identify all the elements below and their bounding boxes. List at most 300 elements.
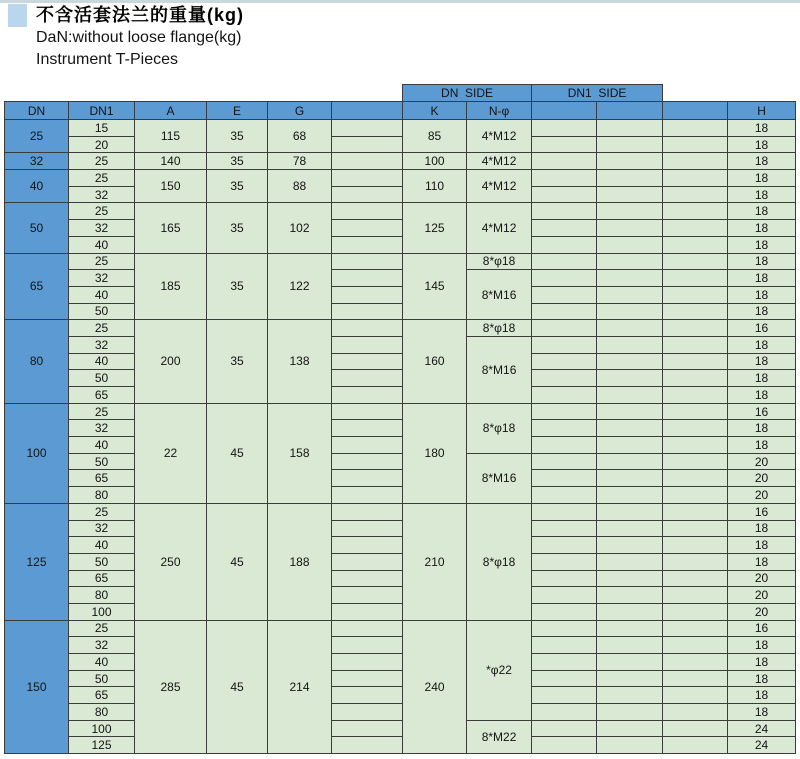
cell-h: 18 [728, 220, 796, 237]
band-dn-side: DN SIDE [403, 85, 532, 102]
cell-blank [663, 353, 728, 370]
cell-blank [332, 704, 403, 721]
cell-blank [332, 120, 403, 137]
table-row [5, 153, 796, 170]
cell-blank [663, 170, 728, 187]
cell-blank [663, 587, 728, 604]
cell-h: 18 [728, 553, 796, 570]
cell-dn: 80 [5, 320, 69, 403]
cell-blank [332, 520, 403, 537]
cell-blank [597, 620, 663, 637]
cell-k: 145 [403, 253, 467, 320]
cell-g: 68 [268, 120, 332, 153]
cell-dn1: 40 [69, 654, 135, 671]
cell-blank [663, 603, 728, 620]
cell-blank [332, 720, 403, 737]
cell-blank [532, 620, 597, 637]
cell-blank [597, 687, 663, 704]
cell-blank [597, 737, 663, 754]
cell-dn1: 32 [69, 520, 135, 537]
cell-blank [663, 737, 728, 754]
cell-h: 18 [728, 370, 796, 387]
table-row [5, 687, 796, 704]
cell-blank [332, 503, 403, 520]
cell-a: 150 [135, 170, 207, 203]
col-header-dn1: DN1 [69, 102, 135, 120]
cell-dn1: 50 [69, 303, 135, 320]
cell-blank [597, 704, 663, 721]
cell-blank [532, 320, 597, 337]
cell-blank [597, 303, 663, 320]
cell-blank [663, 403, 728, 420]
cell-blank [597, 503, 663, 520]
cell-blank [332, 387, 403, 404]
cell-blank [663, 570, 728, 587]
cell-h: 16 [728, 403, 796, 420]
cell-n-phi: 4*M12 [467, 120, 532, 153]
cell-blank [332, 453, 403, 470]
cell-h: 16 [728, 620, 796, 637]
cell-dn1: 65 [69, 687, 135, 704]
col-header-blank [332, 102, 403, 120]
cell-dn1: 65 [69, 570, 135, 587]
cell-blank [332, 170, 403, 187]
band-spacer-left [5, 85, 403, 102]
cell-blank [663, 387, 728, 404]
cell-h: 24 [728, 720, 796, 737]
cell-h: 18 [728, 270, 796, 287]
table-row [5, 420, 796, 437]
cell-blank [597, 186, 663, 203]
cell-blank [532, 186, 597, 203]
cell-blank [532, 570, 597, 587]
cell-dn1: 20 [69, 136, 135, 153]
cell-blank [532, 637, 597, 654]
cell-blank [332, 253, 403, 270]
cell-h: 18 [728, 520, 796, 537]
cell-blank [532, 203, 597, 220]
cell-blank [663, 720, 728, 737]
cell-blank [663, 503, 728, 520]
cell-blank [663, 704, 728, 721]
cell-g: 214 [268, 620, 332, 754]
cell-blank [532, 537, 597, 554]
cell-e: 35 [207, 170, 268, 203]
cell-h: 18 [728, 670, 796, 687]
table-row [5, 320, 796, 337]
cell-blank [532, 603, 597, 620]
title-text-column [36, 4, 244, 71]
cell-blank [663, 437, 728, 454]
cell-blank [597, 637, 663, 654]
cell-blank [332, 270, 403, 287]
table-row [5, 487, 796, 504]
cell-h: 20 [728, 570, 796, 587]
cell-dn1: 50 [69, 453, 135, 470]
cell-blank [332, 136, 403, 153]
cell-blank [532, 737, 597, 754]
cell-g: 138 [268, 320, 332, 403]
cell-blank [663, 270, 728, 287]
cell-h: 18 [728, 253, 796, 270]
cell-n-phi: 8*M16 [467, 453, 532, 503]
cell-h: 18 [728, 437, 796, 454]
cell-e: 35 [207, 203, 268, 253]
cell-a: 250 [135, 503, 207, 620]
cell-blank [597, 670, 663, 687]
col-header-blank [663, 102, 728, 120]
cell-blank [532, 403, 597, 420]
cell-blank [332, 587, 403, 604]
cell-h: 18 [728, 353, 796, 370]
cell-blank [597, 253, 663, 270]
cell-h: 24 [728, 737, 796, 754]
cell-blank [663, 620, 728, 637]
cell-h: 18 [728, 236, 796, 253]
cell-dn: 150 [5, 620, 69, 754]
cell-h: 20 [728, 470, 796, 487]
cell-e: 45 [207, 620, 268, 754]
cell-blank [597, 153, 663, 170]
cell-blank [532, 420, 597, 437]
cell-dn1: 40 [69, 437, 135, 454]
cell-dn1: 40 [69, 353, 135, 370]
cell-dn: 100 [5, 403, 69, 503]
cell-blank [532, 286, 597, 303]
cell-blank [532, 253, 597, 270]
cell-dn1: 80 [69, 704, 135, 721]
table-row [5, 737, 796, 754]
title-block [8, 4, 244, 71]
cell-blank [663, 487, 728, 504]
cell-dn1: 100 [69, 720, 135, 737]
cell-h: 18 [728, 637, 796, 654]
page-title: 不含活套法兰的重量(kg) [36, 5, 244, 25]
cell-blank [663, 537, 728, 554]
cell-dn1: 15 [69, 120, 135, 137]
cell-blank [663, 470, 728, 487]
cell-dn1: 32 [69, 220, 135, 237]
table-row [5, 670, 796, 687]
cell-n-phi: 4*M12 [467, 203, 532, 253]
cell-n-phi: 8*φ18 [467, 403, 532, 453]
cell-blank [663, 654, 728, 671]
cell-blank [597, 236, 663, 253]
cell-blank [332, 654, 403, 671]
cell-blank [532, 353, 597, 370]
cell-blank [597, 720, 663, 737]
cell-blank [663, 253, 728, 270]
cell-e: 35 [207, 120, 268, 153]
cell-h: 20 [728, 453, 796, 470]
cell-dn1: 80 [69, 587, 135, 604]
cell-g: 102 [268, 203, 332, 253]
cell-blank [597, 453, 663, 470]
cell-k: 180 [403, 403, 467, 503]
col-header-n-: N-φ [467, 102, 532, 120]
cell-g: 158 [268, 403, 332, 503]
cell-blank [532, 170, 597, 187]
cell-dn1: 80 [69, 487, 135, 504]
cell-e: 45 [207, 403, 268, 503]
cell-h: 18 [728, 170, 796, 187]
cell-blank [532, 520, 597, 537]
cell-blank [597, 353, 663, 370]
cell-dn1: 40 [69, 236, 135, 253]
cell-e: 35 [207, 320, 268, 403]
cell-blank [597, 520, 663, 537]
cell-blank [332, 186, 403, 203]
cell-blank [597, 320, 663, 337]
cell-blank [532, 120, 597, 137]
cell-blank [532, 470, 597, 487]
cell-h: 18 [728, 336, 796, 353]
cell-blank [332, 403, 403, 420]
cell-dn1: 50 [69, 670, 135, 687]
cell-a: 140 [135, 153, 207, 170]
cell-blank [663, 553, 728, 570]
cell-blank [663, 670, 728, 687]
cell-k: 210 [403, 503, 467, 620]
cell-blank [663, 370, 728, 387]
cell-blank [332, 487, 403, 504]
col-header-k: K [403, 102, 467, 120]
cell-dn1: 25 [69, 253, 135, 270]
cell-h: 20 [728, 487, 796, 504]
cell-dn1: 32 [69, 336, 135, 353]
cell-dn1: 25 [69, 170, 135, 187]
cell-blank [332, 620, 403, 637]
cell-blank [532, 303, 597, 320]
cell-blank [597, 570, 663, 587]
subtitle-dan: DaN:without loose flange(kg) [36, 29, 242, 46]
table-row [5, 603, 796, 620]
cell-blank [597, 537, 663, 554]
cell-blank [663, 286, 728, 303]
table-row [5, 270, 796, 287]
cell-blank [532, 720, 597, 737]
cell-blank [663, 637, 728, 654]
cell-k: 85 [403, 120, 467, 153]
cell-blank [532, 587, 597, 604]
cell-blank [663, 153, 728, 170]
cell-blank [597, 136, 663, 153]
cell-blank [532, 654, 597, 671]
col-header-g: G [268, 102, 332, 120]
cell-n-phi: 8*M16 [467, 270, 532, 320]
cell-dn1: 125 [69, 737, 135, 754]
cell-blank [332, 286, 403, 303]
cell-blank [332, 203, 403, 220]
cell-blank [597, 286, 663, 303]
title-bullet-square [8, 4, 27, 27]
col-header-blank [597, 102, 663, 120]
cell-h: 18 [728, 303, 796, 320]
cell-blank [663, 303, 728, 320]
cell-blank [597, 120, 663, 137]
table-row [5, 587, 796, 604]
cell-h: 18 [728, 153, 796, 170]
table-row [5, 303, 796, 320]
cell-a: 185 [135, 253, 207, 320]
cell-k: 240 [403, 620, 467, 754]
cell-blank [332, 470, 403, 487]
cell-n-phi: 8*φ18 [467, 253, 532, 270]
table-row [5, 654, 796, 671]
cell-dn1: 32 [69, 637, 135, 654]
cell-blank [663, 520, 728, 537]
cell-a: 285 [135, 620, 207, 754]
table-row [5, 403, 796, 420]
cell-blank [332, 537, 403, 554]
cell-blank [332, 353, 403, 370]
cell-dn1: 50 [69, 370, 135, 387]
cell-blank [532, 553, 597, 570]
cell-h: 16 [728, 320, 796, 337]
table-row [5, 720, 796, 737]
cell-h: 18 [728, 286, 796, 303]
table-row [5, 704, 796, 721]
subtitle-instrument: Instrument T-Pieces [36, 51, 178, 68]
page-top-strip [0, 0, 800, 3]
table-row [5, 553, 796, 570]
cell-a: 200 [135, 320, 207, 403]
cell-blank [532, 453, 597, 470]
cell-dn: 50 [5, 203, 69, 253]
cell-blank [663, 420, 728, 437]
cell-blank [597, 420, 663, 437]
cell-n-phi: 4*M12 [467, 170, 532, 203]
table-row [5, 620, 796, 637]
cell-blank [332, 153, 403, 170]
cell-blank [597, 387, 663, 404]
cell-blank [532, 704, 597, 721]
column-header-row [5, 102, 796, 120]
table-row [5, 120, 796, 137]
cell-blank [663, 320, 728, 337]
cell-dn1: 25 [69, 620, 135, 637]
cell-blank [597, 170, 663, 187]
cell-g: 88 [268, 170, 332, 203]
table-row [5, 370, 796, 387]
table-row [5, 186, 796, 203]
table-row [5, 220, 796, 237]
cell-h: 18 [728, 687, 796, 704]
cell-blank [332, 336, 403, 353]
cell-dn: 125 [5, 503, 69, 620]
cell-blank [532, 387, 597, 404]
cell-blank [532, 336, 597, 353]
band-row [5, 85, 796, 102]
cell-g: 188 [268, 503, 332, 620]
cell-blank [597, 487, 663, 504]
cell-dn1: 25 [69, 403, 135, 420]
cell-a: 115 [135, 120, 207, 153]
cell-blank [663, 186, 728, 203]
cell-blank [597, 437, 663, 454]
cell-dn: 65 [5, 253, 69, 320]
cell-blank [532, 503, 597, 520]
cell-blank [663, 336, 728, 353]
cell-dn1: 50 [69, 553, 135, 570]
band-spacer-right [663, 85, 796, 102]
cell-blank [332, 553, 403, 570]
cell-blank [332, 637, 403, 654]
cell-blank [597, 220, 663, 237]
table-row [5, 520, 796, 537]
cell-dn1: 25 [69, 203, 135, 220]
cell-dn1: 40 [69, 537, 135, 554]
table-row [5, 170, 796, 187]
cell-g: 122 [268, 253, 332, 320]
cell-n-phi: 8*φ18 [467, 503, 532, 620]
cell-h: 20 [728, 603, 796, 620]
cell-blank [597, 587, 663, 604]
cell-h: 18 [728, 654, 796, 671]
table-row [5, 253, 796, 270]
cell-blank [663, 453, 728, 470]
cell-blank [597, 370, 663, 387]
table-row [5, 136, 796, 153]
table-row [5, 537, 796, 554]
cell-dn1: 32 [69, 420, 135, 437]
cell-dn1: 25 [69, 153, 135, 170]
col-header-a: A [135, 102, 207, 120]
cell-e: 45 [207, 503, 268, 620]
cell-h: 18 [728, 420, 796, 437]
col-header-dn: DN [5, 102, 69, 120]
table-row [5, 286, 796, 303]
cell-blank [597, 553, 663, 570]
cell-dn1: 65 [69, 387, 135, 404]
cell-blank [332, 420, 403, 437]
cell-k: 160 [403, 320, 467, 403]
cell-dn1: 32 [69, 270, 135, 287]
cell-blank [597, 336, 663, 353]
cell-blank [532, 370, 597, 387]
cell-k: 125 [403, 203, 467, 253]
cell-dn1: 100 [69, 603, 135, 620]
cell-blank [663, 236, 728, 253]
table-row [5, 437, 796, 454]
table-row [5, 470, 796, 487]
table-row [5, 236, 796, 253]
col-header-e: E [207, 102, 268, 120]
cell-h: 18 [728, 537, 796, 554]
cell-blank [663, 120, 728, 137]
table-row [5, 387, 796, 404]
cell-blank [332, 603, 403, 620]
cell-blank [332, 220, 403, 237]
cell-blank [532, 687, 597, 704]
cell-blank [597, 603, 663, 620]
cell-dn1: 25 [69, 503, 135, 520]
cell-h: 18 [728, 136, 796, 153]
cell-h: 18 [728, 186, 796, 203]
cell-dn1: 32 [69, 186, 135, 203]
cell-blank [532, 220, 597, 237]
table-row [5, 503, 796, 520]
cell-dn1: 40 [69, 286, 135, 303]
cell-h: 16 [728, 503, 796, 520]
cell-blank [332, 320, 403, 337]
cell-e: 35 [207, 153, 268, 170]
col-header-blank [532, 102, 597, 120]
cell-h: 18 [728, 387, 796, 404]
cell-blank [532, 487, 597, 504]
cell-n-phi: 4*M12 [467, 153, 532, 170]
cell-blank [332, 303, 403, 320]
